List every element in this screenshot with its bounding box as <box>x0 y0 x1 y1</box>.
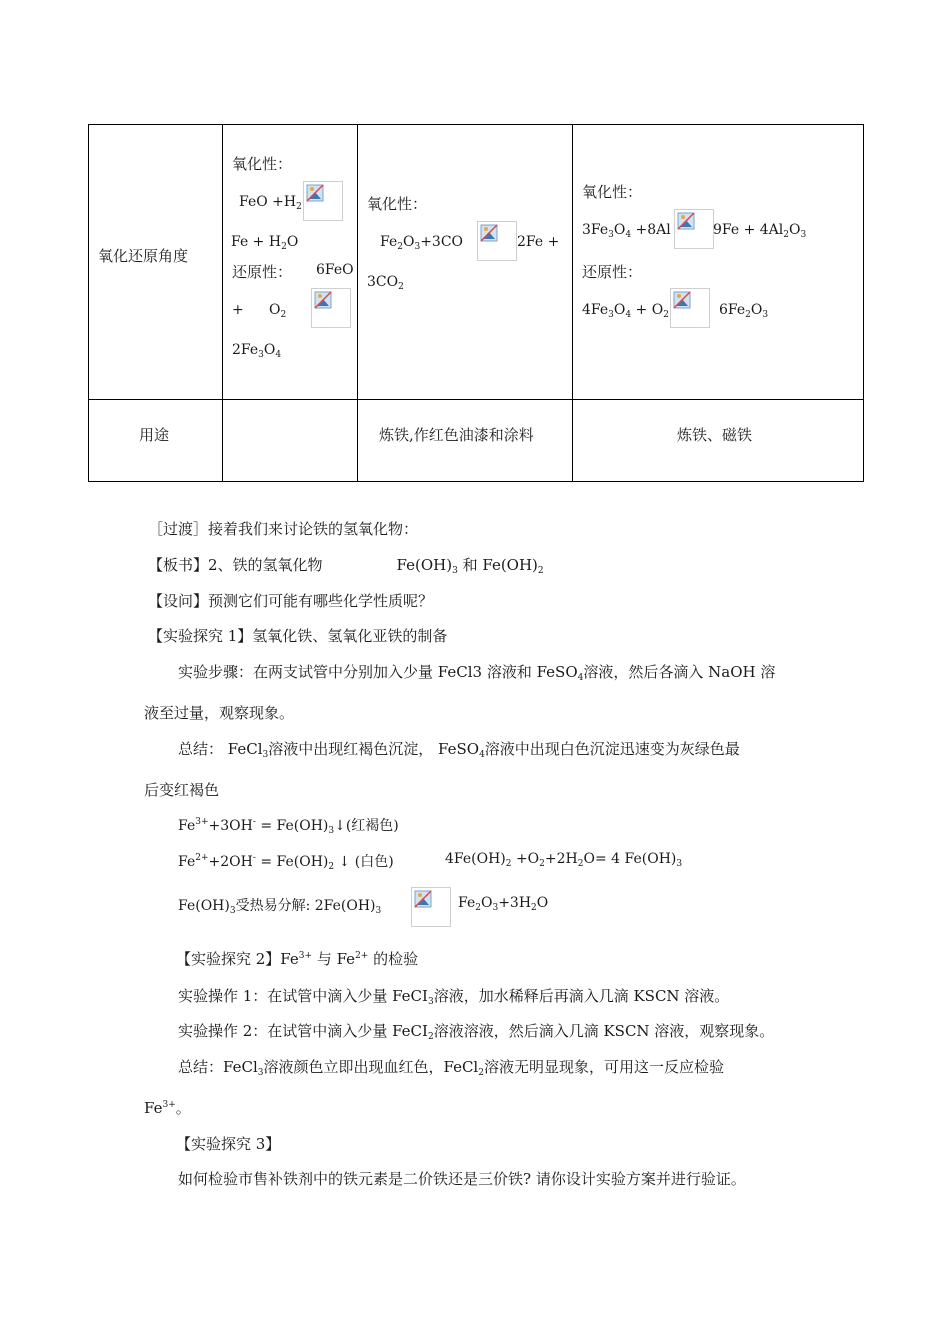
fe2o3-oxidizing-label: 氧化性： <box>367 195 428 213</box>
fe2o3-eq-right: 2Fe + <box>517 234 560 250</box>
experiment-2-summary-cont: $Fe^{3+}$。 <box>144 1099 191 1117</box>
transition-paragraph: ［过渡］接着我们来讨论铁的氢氧化物： <box>148 520 419 538</box>
row-header-redox: 氧化还原角度 <box>98 247 189 265</box>
fe3o4-red-eq-left: $4Fe_3O_4 + O_2$ <box>582 302 669 320</box>
feo-oxidizing-label: 氧化性： <box>232 155 293 173</box>
experiment-1-steps: 实验步骤：在两支试管中分别加入少量 FeCl3 溶液和 FeSO$_4$溶液，然后各滴入 NaOH 溶 <box>178 663 776 683</box>
row-header-use: 用途 <box>139 426 170 444</box>
table-divider <box>572 125 573 481</box>
feo-reducing-label: 还原性： <box>232 263 293 281</box>
reaction-arrow-image <box>303 181 343 221</box>
table-divider <box>222 125 223 481</box>
fe3o4-ox-eq-left: $3Fe_3O_4 +8Al$ <box>582 222 671 240</box>
experiment-2-heading: 【实验探究 2】$Fe^{3+}$ 与 $Fe^{2+}$ 的检验 <box>176 950 419 968</box>
table-divider <box>357 125 358 481</box>
reaction-arrow-image <box>477 221 517 261</box>
experiment-1-summary: 总结： FeCl$_3$溶液中出现红褐色沉淀， FeSO$_4$溶液中出现白色沉淀迅速变为灰绿色最 <box>178 740 740 760</box>
equation-decomposition-left: $Fe(OH)_3$受热易分解: $2Fe(OH)_3$ <box>178 898 382 916</box>
equation-fe2-oxidation: $4Fe(OH)_2 +O_2+2H_2O= 4$ $Fe(OH)_3$ <box>445 851 683 869</box>
comparison-table <box>88 124 864 482</box>
feo-red-eq-c: $O_2$ <box>269 302 287 320</box>
blackboard-heading: 【板书】2、铁的氢氧化物 $Fe(OH)_3$ 和 $Fe(OH)_2$ <box>148 556 544 576</box>
reaction-arrow-image <box>311 288 351 328</box>
experiment-2-summary: 总结：FeCl$_3$溶液颜色立即出现血红色，FeCl$_2$溶液无明显现象，可用这一反应检验 <box>178 1058 724 1078</box>
fe3o4-reducing-label: 还原性： <box>582 263 643 281</box>
fe3o4-use: 炼铁、磁铁 <box>677 426 753 444</box>
reaction-arrow-image <box>670 288 710 328</box>
experiment-2-operation-2: 实验操作 2：在试管中滴入少量 FeCI$_2$溶液溶液，然后滴入几滴 KSCN 溶液，观察现象。 <box>178 1022 775 1042</box>
fe2o3-eq-right2: $3CO_2$ <box>367 274 404 292</box>
question-paragraph: 【设问】预测它们可能有哪些化学性质呢？ <box>148 592 434 610</box>
feo-red-eq-b: + <box>232 302 244 318</box>
fe2o3-use: 炼铁,作红色油漆和涂料 <box>379 426 534 444</box>
fe3o4-red-eq-right: $6Fe_2O_3$ <box>719 302 769 320</box>
experiment-2-operation-1: 实验操作 1：在试管中滴入少量 FeCI$_3$溶液，加水稀释后再滴入几滴 KSCN 溶液。 <box>178 987 730 1007</box>
fe2o3-eq-left: $Fe_2O_3+3CO$ <box>380 234 464 252</box>
equation-fe2-hydroxide: $Fe^{2+}+2OH^- = Fe(OH)_2$ ↓ (白色) <box>178 853 394 872</box>
experiment-1-summary-cont: 后变红褐色 <box>144 781 220 799</box>
fe3o4-ox-eq-right: $9Fe + 4Al_2O_3$ <box>713 222 807 240</box>
equation-fe3-hydroxide: $Fe^{3+}+3OH^-$ = $Fe(OH)_3↓$(红褐色) <box>178 817 399 836</box>
feo-ox-eq-right: $Fe + H_2O$ <box>231 234 299 252</box>
reaction-arrow-image <box>674 209 714 249</box>
table-divider <box>89 399 863 400</box>
experiment-3-question: 如何检验市售补铁剂中的铁元素是二价铁还是三价铁? 请你设计实验方案并进行验证。 <box>178 1170 746 1188</box>
experiment-3-heading: 【实验探究 3】 <box>176 1135 281 1153</box>
feo-red-product: $2Fe_3O_4$ <box>232 342 282 360</box>
experiment-1-steps-cont: 液至过量，观察现象。 <box>144 704 295 722</box>
fe3o4-oxidizing-label: 氧化性： <box>582 183 643 201</box>
experiment-1-heading: 【实验探究 1】氢氧化铁、氢氧化亚铁的制备 <box>148 627 448 645</box>
reaction-arrow-image <box>411 887 451 927</box>
feo-red-eq-a: 6FeO <box>316 262 354 278</box>
feo-ox-eq-left: FeO $+H_2$ <box>239 194 302 212</box>
equation-decomposition-right: $Fe_2O_3+3H_2O$ <box>458 895 549 913</box>
